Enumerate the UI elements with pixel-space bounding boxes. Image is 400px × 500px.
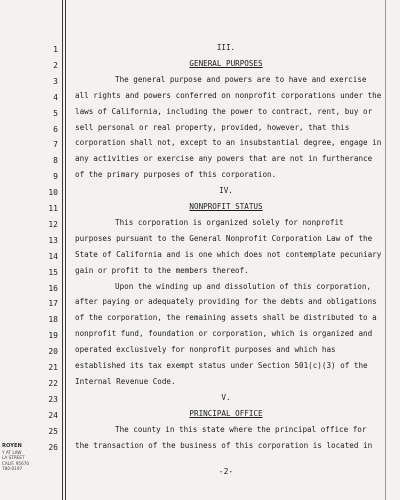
line-number: 10: [48, 188, 58, 198]
line-number-column: [0, 0, 60, 500]
line-number: 21: [48, 363, 58, 372]
body-line: of the corporation, the remaining assets shall be distributed to a: [75, 313, 377, 323]
section-number: III.: [216, 43, 236, 52]
line-number: 25: [48, 426, 58, 436]
body-line: corporation shall not, except to an insubstantial degree, engage in: [75, 138, 382, 148]
body-line: laws of California, including the power to contract, rent, buy or: [75, 106, 373, 116]
body-line: operated exclusively for nonprofit purposes and which has: [75, 345, 336, 355]
body-line: after paying or adequately providing for the debts and obligations: [75, 297, 377, 307]
line-number: 24: [48, 410, 58, 420]
line-number: 14: [48, 251, 58, 261]
attorney-info-block: [2, 444, 60, 472]
attorney-detail: Y AT LAW: [2, 449, 22, 455]
body-line: the transaction of the business of this corporation is located in: [75, 440, 373, 450]
section-number: V.: [221, 392, 231, 402]
line-number: 8: [53, 156, 58, 166]
line-number: 18: [48, 315, 58, 325]
body-line: gain or profit to the members thereof.: [75, 265, 249, 275]
left-margin-rule-inner: [65, 0, 66, 500]
attorney-detail: 780-0197: [2, 466, 23, 472]
line-number: 16: [48, 283, 58, 293]
line-number: 12: [48, 219, 58, 229]
line-number: 17: [48, 299, 58, 309]
body-line: This corporation is organized solely for nonprofit: [115, 217, 344, 227]
line-number: 20: [48, 347, 58, 357]
body-line: State of California and is one which does not contemplate pecuniary: [75, 249, 382, 259]
line-number: 4: [53, 92, 58, 102]
line-number: 15: [48, 267, 58, 277]
line-number: 9: [53, 172, 58, 182]
body-line: The general purpose and powers are to have and exercise: [115, 74, 367, 84]
body-line: sell personal or real property, provided, however, that this: [75, 122, 350, 132]
attorney-name: ROYEN: [2, 443, 22, 449]
body-line: nonprofit fund, foundation or corporation, which is organized and: [75, 329, 373, 339]
body-line: Upon the winding up and dissolution of this corporation,: [115, 281, 372, 291]
line-number: 7: [53, 140, 58, 150]
section-heading: PRINCIPAL OFFICE: [189, 408, 263, 418]
body-line: of the primary purposes of this corporation.: [75, 170, 277, 180]
body-line: Internal Revenue Code.: [75, 376, 176, 386]
section-number: IV.: [219, 186, 233, 196]
line-number: 5: [53, 108, 58, 118]
line-number: 26: [48, 442, 58, 452]
line-number: 1: [53, 45, 58, 54]
body-line: purposes pursuant to the General Nonprofit Corporation Law of the: [75, 233, 373, 243]
section-heading: NONPROFIT STATUS: [189, 202, 263, 211]
page-number: -2-: [218, 467, 234, 476]
left-margin-rule: [62, 0, 63, 500]
line-number: 19: [48, 331, 58, 341]
line-number: 2: [53, 60, 58, 70]
line-number: 3: [53, 76, 58, 86]
body-line: The county in this state where the principal office for: [115, 424, 367, 434]
body-line: all rights and powers conferred on nonprofit corporations under the: [75, 90, 382, 100]
attorney-detail: LA STREET: [2, 455, 25, 461]
body-line: any activities or exercise any powers that are not in furtherance: [75, 154, 373, 164]
line-number: 13: [48, 235, 58, 245]
attorney-detail: CALIF. 95670: [2, 460, 30, 466]
line-number: 11: [48, 204, 58, 213]
body-line: established its tax exempt status under Section 501(c)(3) of the: [75, 361, 368, 370]
section-heading: GENERAL PURPOSES: [189, 58, 263, 68]
line-number: 22: [48, 378, 58, 388]
line-number: 23: [48, 394, 58, 404]
line-number: 6: [53, 124, 58, 134]
